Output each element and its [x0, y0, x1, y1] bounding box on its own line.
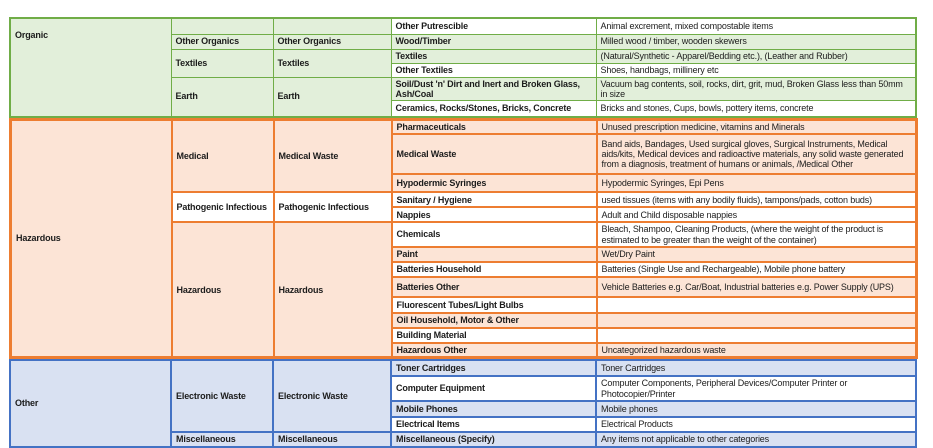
category-cell-other: Other	[10, 360, 171, 447]
type-cell: Hazardous Other	[392, 343, 597, 358]
group-cell-hazardous: Hazardous	[172, 222, 274, 358]
type-cell: Batteries Other	[392, 277, 597, 297]
subgroup-cell-medical-waste: Medical Waste	[274, 119, 392, 192]
waste-classification-table	[9, 17, 915, 448]
desc-cell: Bricks and stones, Cups, bowls, pottery items, concrete	[596, 101, 916, 117]
type-cell: Nappies	[392, 207, 597, 222]
type-cell: Medical Waste	[392, 134, 597, 174]
type-cell: Hypodermic Syringes	[392, 174, 597, 192]
desc-cell: Bleach, Shampoo, Cleaning Products, (where the weight of the product is estimated to be greater than the weight of the container)	[597, 222, 917, 247]
type-cell: Other Putrescible	[391, 18, 596, 34]
desc-cell: Unused prescription medicine, vitamins and Minerals	[597, 119, 917, 134]
group-cell-pathogenic-infectious: Pathogenic Infectious	[172, 192, 274, 222]
subgroup-cell-miscellaneous: Miscellaneous	[273, 432, 391, 447]
category-cell-hazardous: Hazardous	[11, 119, 172, 358]
type-cell: Ceramics, Rocks/Stones, Bricks, Concrete	[391, 101, 596, 117]
type-cell: Batteries Household	[392, 262, 597, 277]
desc-cell: Uncategorized hazardous waste	[597, 343, 917, 358]
desc-cell: Shoes, handbags, millinery etc	[596, 63, 916, 77]
type-cell: Computer Equipment	[391, 376, 596, 401]
type-cell: Toner Cartridges	[391, 360, 596, 376]
group-cell-earth: Earth	[171, 77, 273, 117]
desc-cell: Adult and Child disposable nappies	[597, 207, 917, 222]
group-cell-empty	[171, 18, 273, 34]
section-organic	[9, 17, 917, 118]
desc-cell	[597, 313, 917, 328]
desc-cell: Milled wood / timber, wooden skewers	[596, 34, 916, 49]
type-cell: Textiles	[391, 49, 596, 63]
type-cell: Paint	[392, 247, 597, 262]
section-other	[9, 359, 917, 448]
desc-cell: used tissues (items with any bodily fluids), tampons/pads, cotton buds)	[597, 192, 917, 207]
type-cell: Pharmaceuticals	[392, 119, 597, 134]
group-cell-electronic-waste: Electronic Waste	[171, 360, 273, 432]
type-cell: Wood/Timber	[391, 34, 596, 49]
desc-cell: Electrical Products	[596, 417, 916, 432]
type-cell: Building Material	[392, 328, 597, 343]
group-cell-textiles: Textiles	[171, 49, 273, 77]
type-cell: Oil Household, Motor & Other	[392, 313, 597, 328]
desc-cell: Wet/Dry Paint	[597, 247, 917, 262]
desc-cell	[597, 328, 917, 343]
subgroup-cell-empty	[273, 18, 391, 34]
type-cell: Other Textiles	[391, 63, 596, 77]
group-cell-medical: Medical	[172, 119, 274, 192]
desc-cell: Batteries (Single Use and Rechargeable), Mobile phone battery	[597, 262, 917, 277]
desc-cell: Any items not applicable to other categories	[596, 432, 916, 447]
type-cell: Sanitary / Hygiene	[392, 192, 597, 207]
type-cell: Miscellaneous (Specify)	[391, 432, 596, 447]
type-cell: Electrical Items	[391, 417, 596, 432]
type-cell: Mobile Phones	[391, 401, 596, 417]
desc-cell: Vehicle Batteries e.g. Car/Boat, Industrial batteries e.g. Power Supply (UPS)	[597, 277, 917, 297]
group-cell-other-organics: Other Organics	[171, 34, 273, 49]
desc-cell: Computer Components, Peripheral Devices/Computer Printer or Photocopier/Printer	[596, 376, 916, 401]
desc-cell: Band aids, Bandages, Used surgical gloves, Surgical Instruments, Medical aids/kits, Medical devices and radioactive materials, any solid waste generated from a diagnosis, treatment of humans or animals, /Medical Other	[597, 134, 917, 174]
desc-cell: Mobile phones	[596, 401, 916, 417]
desc-cell: (Natural/Synthetic - Apparel/Bedding etc.), (Leather and Rubber)	[596, 49, 916, 63]
desc-cell: Vacuum bag contents, soil, rocks, dirt, grit, mud, Broken Glass less than 50mm in size	[596, 77, 916, 101]
group-cell-miscellaneous: Miscellaneous	[171, 432, 273, 447]
desc-cell: Hypodermic Syringes, Epi Pens	[597, 174, 917, 192]
type-cell: Fluorescent Tubes/Light Bulbs	[392, 297, 597, 313]
type-cell: Soil/Dust 'n' Dirt and Inert and Broken Glass, Ash/Coal	[391, 77, 596, 101]
category-cell-organic: Organic	[10, 18, 171, 117]
subgroup-cell-textiles: Textiles	[273, 49, 391, 77]
section-hazardous	[9, 118, 918, 360]
subgroup-cell-other-organics: Other Organics	[273, 34, 391, 49]
desc-cell: Toner Cartridges	[596, 360, 916, 376]
subgroup-cell-pathogenic-infectious: Pathogenic Infectious	[274, 192, 392, 222]
subgroup-cell-electronic-waste: Electronic Waste	[273, 360, 391, 432]
subgroup-cell-hazardous: Hazardous	[274, 222, 392, 358]
subgroup-cell-earth: Earth	[273, 77, 391, 117]
type-cell: Chemicals	[392, 222, 597, 247]
desc-cell	[597, 297, 917, 313]
desc-cell: Animal excrement, mixed compostable items	[596, 18, 916, 34]
